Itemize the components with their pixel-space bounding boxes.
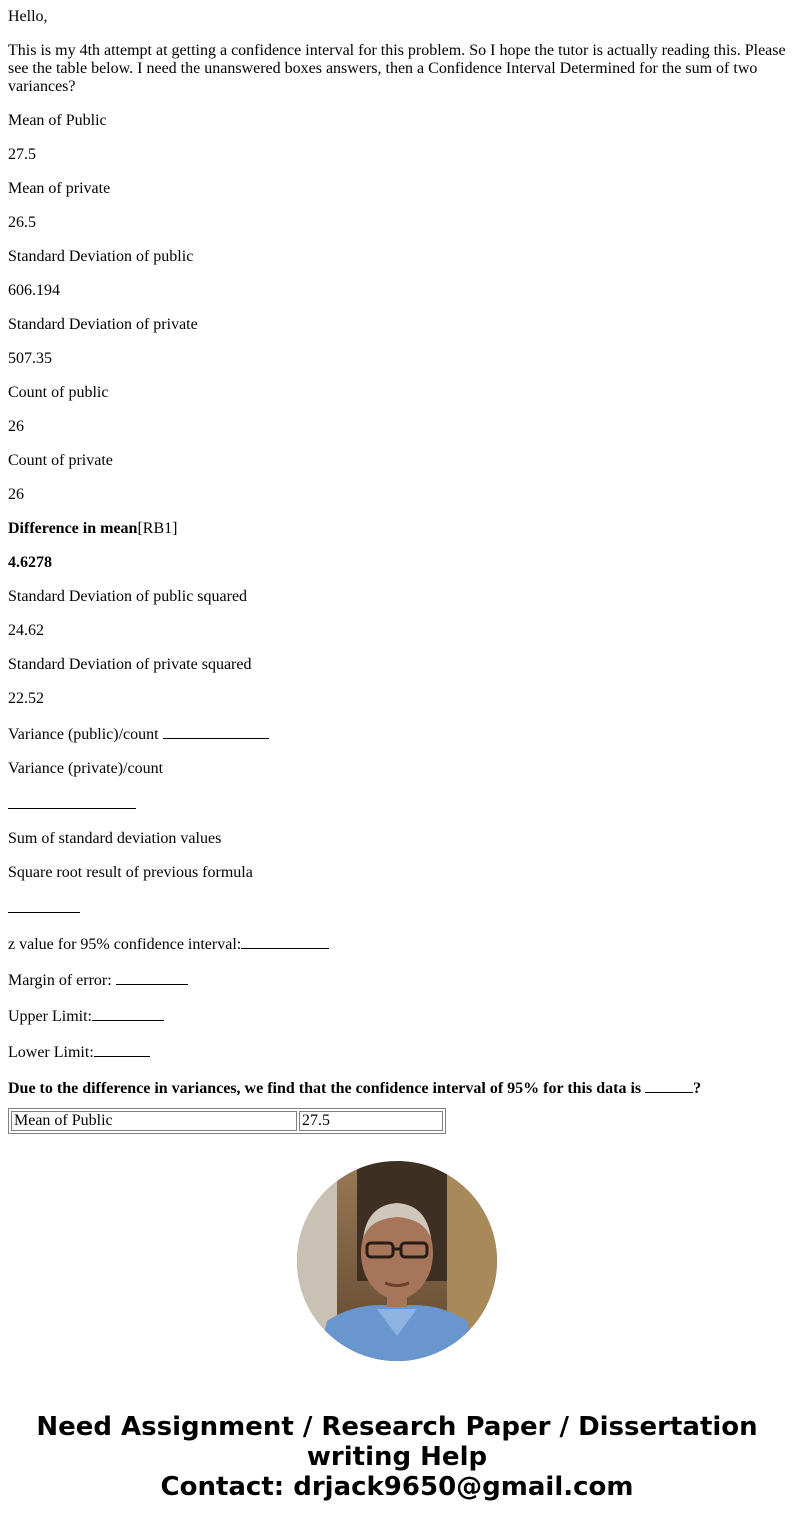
tutor-avatar — [297, 1161, 497, 1361]
answer-blank — [163, 724, 269, 739]
count-public-value: 26 — [8, 418, 24, 435]
var-public-count-label: Variance (public)/count — [8, 726, 159, 743]
answer-blank — [8, 898, 80, 913]
sum-sd-label: Sum of standard deviation values — [8, 830, 222, 847]
diff-mean-value: 4.6278 — [8, 554, 52, 571]
answer-blank — [92, 1006, 164, 1021]
var-private-count-label: Variance (private)/count — [8, 760, 164, 777]
lower-label: Lower Limit: — [8, 1044, 94, 1061]
var-public-count-row — [8, 724, 786, 744]
conclusion-end: ? — [693, 1080, 702, 1097]
sd-private-label: Standard Deviation of private — [8, 316, 198, 333]
sd-public-label: Standard Deviation of public — [8, 248, 194, 265]
margin-row — [8, 970, 786, 990]
sd-public-value: 606.194 — [8, 282, 60, 299]
promo-contact[interactable]: Contact: drjack9650@gmail.com — [160, 1472, 634, 1502]
sqrt-label: Square root result of previous formula — [8, 864, 253, 881]
answer-blank — [241, 934, 329, 949]
sqrt-blank-row — [8, 898, 786, 918]
upper-label: Upper Limit: — [8, 1008, 92, 1025]
count-private-value: 26 — [8, 486, 24, 503]
table-cell: 27.5 — [299, 1111, 443, 1131]
mean-private-value: 26.5 — [8, 214, 36, 231]
margin-label: Margin of error: — [8, 972, 112, 989]
sd-private-value: 507.35 — [8, 350, 52, 367]
avatar-portrait-icon — [297, 1161, 497, 1361]
conclusion-row — [8, 1078, 786, 1098]
data-table — [8, 1108, 446, 1134]
var-private-count-blank-row — [8, 794, 786, 814]
mean-private-label: Mean of private — [8, 180, 111, 197]
answer-blank — [645, 1078, 693, 1093]
diff-mean-row — [8, 520, 786, 538]
table-row — [11, 1111, 443, 1131]
promo-banner — [0, 1412, 794, 1502]
answer-blank — [8, 794, 136, 809]
z-row — [8, 934, 786, 954]
z-label: z value for 95% confidence interval: — [8, 936, 242, 953]
post-body — [0, 8, 794, 1134]
sd-public-sq-label: Standard Deviation of public squared — [8, 588, 248, 605]
answer-blank — [116, 970, 188, 985]
comment-ref-link[interactable]: [RB1] — [137, 520, 178, 537]
greeting: Hello, — [8, 8, 48, 25]
sd-public-sq-value: 24.62 — [8, 622, 44, 639]
promo-line-2: writing Help — [306, 1442, 488, 1472]
answer-blank — [94, 1042, 150, 1057]
promo-line-1: Need Assignment / Research Paper / Dissertation — [36, 1412, 758, 1442]
sd-private-sq-label: Standard Deviation of private squared — [8, 656, 252, 673]
mean-public-value: 27.5 — [8, 146, 36, 163]
lower-row — [8, 1042, 786, 1062]
table-cell: Mean of Public — [11, 1111, 297, 1131]
sd-private-sq-value: 22.52 — [8, 690, 44, 707]
conclusion-text: Due to the difference in variances, we find that the confidence interval of 95% for this data is — [8, 1080, 642, 1097]
diff-mean-label: Difference in mean — [8, 520, 138, 537]
upper-row — [8, 1006, 786, 1026]
intro-paragraph: This is my 4th attempt at getting a confidence interval for this problem. So I hope the tutor is actually reading this. Please see the table below. I need the unanswered boxes answers, then a Confidence Interval Determined for the sum of two variances? — [8, 42, 786, 95]
count-public-label: Count of public — [8, 384, 109, 401]
count-private-label: Count of private — [8, 452, 113, 469]
mean-public-label: Mean of Public — [8, 112, 107, 129]
